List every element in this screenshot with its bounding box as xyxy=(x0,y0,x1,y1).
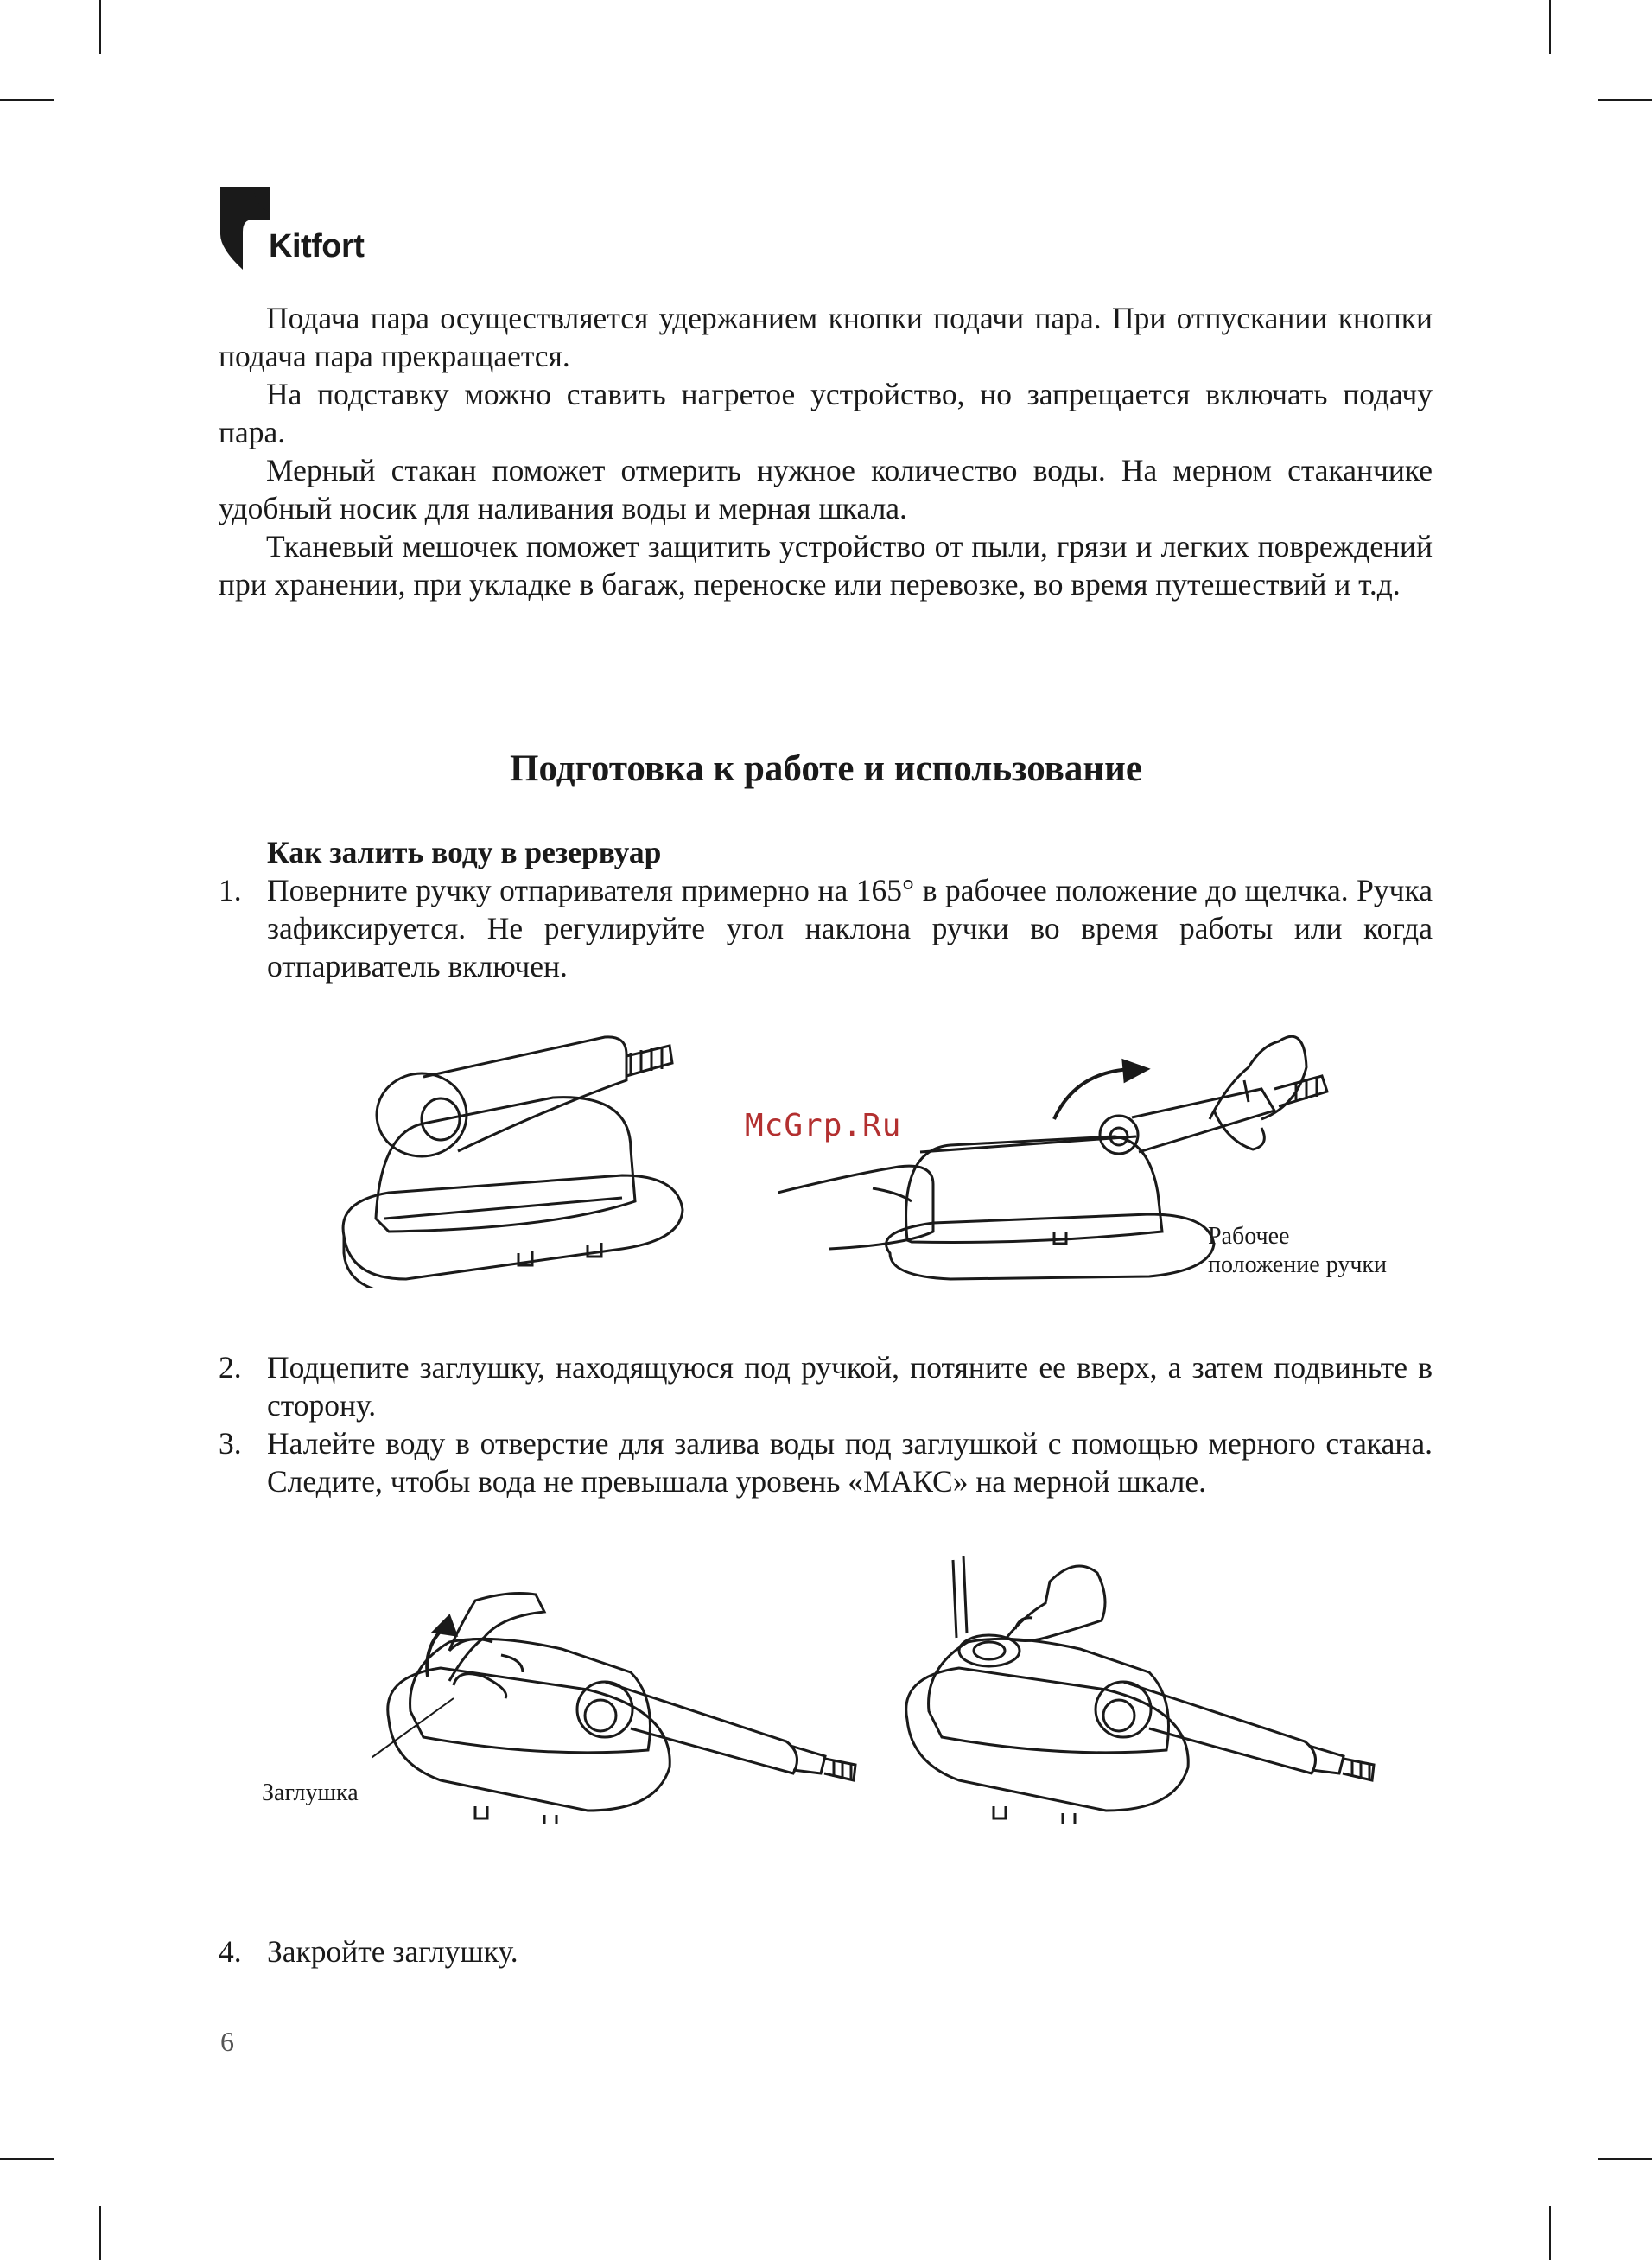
crop-mark xyxy=(99,0,101,54)
steamer-illustration-folded xyxy=(337,1003,717,1288)
step-text: Подцепите заглушку, находящуюся под ручкой, потяните ее вверх, а затем подвиньте в сторону. xyxy=(267,1350,1433,1423)
crop-mark xyxy=(1598,99,1652,101)
step-item xyxy=(219,1348,1433,1424)
crop-mark xyxy=(0,2158,54,2160)
figure-caption: Рабочее xyxy=(1208,1223,1290,1250)
brand-logo-mark-icon xyxy=(219,187,270,270)
figure-caption: Заглушка xyxy=(262,1779,359,1806)
brand-logo xyxy=(219,187,400,270)
step-number: 1. xyxy=(219,873,242,907)
watermark: McGrp.Ru xyxy=(745,1108,902,1143)
steamer-illustration-open-plug xyxy=(372,1547,873,1824)
crop-mark xyxy=(1549,2206,1551,2260)
brand-name: Kitfort xyxy=(269,228,365,264)
step-number: 2. xyxy=(219,1350,242,1385)
step-number: 4. xyxy=(219,1934,242,1969)
paragraph: Тканевый мешочек поможет защитить устройство от пыли, грязи и легких повреждений при хранении, при укладке в багаж, переноске или перевозке, во время путешествий и т.д. xyxy=(219,529,1433,602)
step-text: Налейте воду в отверстие для залива воды под заглушкой с помощью мерного стакана. Следите, чтобы вода не превышала уровень «МАКС» на мерной шкале. xyxy=(267,1426,1433,1499)
page-number: 6 xyxy=(220,2026,234,2057)
crop-mark xyxy=(0,99,54,101)
subheading: Как залить воду в резервуар xyxy=(267,835,662,869)
crop-mark xyxy=(1598,2158,1652,2160)
intro-text xyxy=(219,299,1433,603)
step-text: Поверните ручку отпаривателя примерно на 165° в рабочее положение до щелчка. Ручка зафиксируется. Не регулируйте угол наклона ручки во время работы или когда отпариватель включен. xyxy=(267,873,1433,984)
step-item xyxy=(219,871,1433,985)
crop-mark xyxy=(1549,0,1551,54)
section-title: Подготовка к работе и использование xyxy=(510,748,1142,789)
paragraph: Подача пара осуществляется удержанием кнопки подачи пара. При отпускании кнопки подача пара прекращается. xyxy=(219,301,1433,373)
crop-mark xyxy=(99,2206,101,2260)
paragraph: На подставку можно ставить нагретое устройство, но запрещается включать подачу пара. xyxy=(219,377,1433,449)
figure-caption: положение ручки xyxy=(1208,1251,1387,1278)
step-number: 3. xyxy=(219,1426,242,1461)
paragraph: Мерный стакан поможет отмерить нужное количество воды. На мерном стаканчике удобный носик для наливания воды и мерная шкала. xyxy=(219,453,1433,525)
step-item xyxy=(219,1932,1433,1970)
step-text: Закройте заглушку. xyxy=(267,1934,518,1969)
step-item xyxy=(219,1424,1433,1500)
steamer-illustration-fill-water xyxy=(894,1556,1395,1824)
